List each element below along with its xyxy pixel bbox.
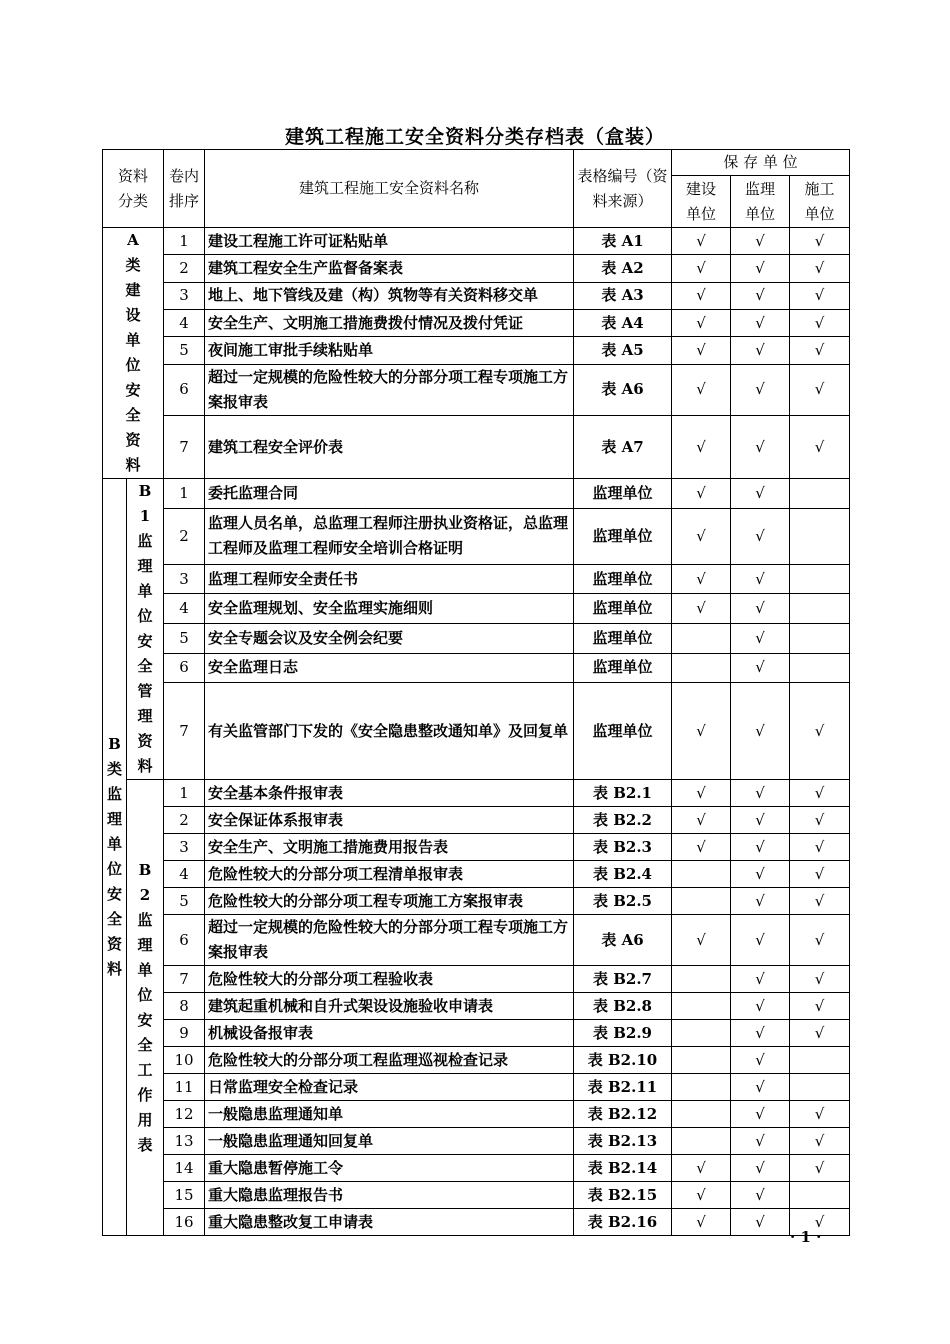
check-build: √ bbox=[672, 807, 731, 834]
check-construct: √ bbox=[790, 780, 850, 807]
row-code: 表 B2.5 bbox=[574, 888, 672, 915]
check-supervise: √ bbox=[731, 683, 790, 780]
row-number: 3 bbox=[164, 564, 205, 594]
row-number: 4 bbox=[164, 309, 205, 336]
check-construct: √ bbox=[790, 683, 850, 780]
table-row bbox=[103, 564, 850, 594]
check-supervise: √ bbox=[731, 1101, 790, 1128]
check-construct bbox=[790, 508, 850, 564]
row-number: 11 bbox=[164, 1074, 205, 1101]
row-code: 表 B2.16 bbox=[574, 1209, 672, 1236]
row-name: 安全监理规划、安全监理实施细则 bbox=[205, 594, 574, 624]
row-name: 安全生产、文明施工措施费拨付情况及拨付凭证 bbox=[205, 309, 574, 336]
header-code: 表格编号（资料来源） bbox=[574, 150, 672, 228]
check-construct: √ bbox=[790, 1209, 850, 1236]
check-build: √ bbox=[672, 416, 731, 479]
row-number: 10 bbox=[164, 1047, 205, 1074]
row-number: 3 bbox=[164, 834, 205, 861]
check-build: √ bbox=[672, 683, 731, 780]
table-row bbox=[103, 653, 850, 683]
row-number: 6 bbox=[164, 364, 205, 416]
table-row bbox=[103, 683, 850, 780]
group-b1-label: B1监理单位安全管理资料 bbox=[127, 479, 164, 780]
check-build bbox=[672, 966, 731, 993]
check-supervise: √ bbox=[731, 364, 790, 416]
row-code: 表 B2.15 bbox=[574, 1182, 672, 1209]
check-build bbox=[672, 861, 731, 888]
row-code: 表 A7 bbox=[574, 416, 672, 479]
row-name: 超过一定规模的危险性较大的分部分项工程专项施工方案报审表 bbox=[205, 364, 574, 416]
row-number: 5 bbox=[164, 623, 205, 653]
check-construct: √ bbox=[790, 915, 850, 966]
check-build: √ bbox=[672, 915, 731, 966]
check-construct: √ bbox=[790, 309, 850, 336]
check-build bbox=[672, 1020, 731, 1047]
row-number: 5 bbox=[164, 888, 205, 915]
check-build: √ bbox=[672, 1182, 731, 1209]
table-row bbox=[103, 594, 850, 624]
row-name: 安全保证体系报审表 bbox=[205, 807, 574, 834]
check-build: √ bbox=[672, 282, 731, 309]
check-supervise: √ bbox=[731, 653, 790, 683]
row-code: 表 B2.7 bbox=[574, 966, 672, 993]
check-build: √ bbox=[672, 337, 731, 364]
check-build bbox=[672, 1047, 731, 1074]
check-build: √ bbox=[672, 1209, 731, 1236]
check-construct bbox=[790, 564, 850, 594]
row-code: 表 A2 bbox=[574, 255, 672, 282]
table-row bbox=[103, 807, 850, 834]
table-row bbox=[103, 1209, 850, 1236]
row-name: 重大隐患整改复工申请表 bbox=[205, 1209, 574, 1236]
row-code: 表 B2.2 bbox=[574, 807, 672, 834]
row-code: 监理单位 bbox=[574, 594, 672, 624]
check-construct bbox=[790, 1182, 850, 1209]
table-row bbox=[103, 1182, 850, 1209]
row-number: 4 bbox=[164, 594, 205, 624]
check-build: √ bbox=[672, 255, 731, 282]
table-row bbox=[103, 834, 850, 861]
row-number: 13 bbox=[164, 1128, 205, 1155]
check-construct: √ bbox=[790, 228, 850, 255]
row-number: 1 bbox=[164, 228, 205, 255]
row-name: 建筑工程安全生产监督备案表 bbox=[205, 255, 574, 282]
row-name: 建筑起重机械和自升式架设设施验收申请表 bbox=[205, 993, 574, 1020]
table-row bbox=[103, 282, 850, 309]
row-code: 监理单位 bbox=[574, 623, 672, 653]
check-supervise: √ bbox=[731, 228, 790, 255]
check-supervise: √ bbox=[731, 915, 790, 966]
check-build: √ bbox=[672, 780, 731, 807]
row-number: 2 bbox=[164, 508, 205, 564]
header-order: 卷内排序 bbox=[164, 150, 205, 228]
check-build: √ bbox=[672, 564, 731, 594]
row-name: 安全生产、文明施工措施费用报告表 bbox=[205, 834, 574, 861]
check-construct: √ bbox=[790, 993, 850, 1020]
row-name: 地上、地下管线及建（构）筑物等有关资料移交单 bbox=[205, 282, 574, 309]
row-number: 6 bbox=[164, 653, 205, 683]
row-number: 16 bbox=[164, 1209, 205, 1236]
check-construct: √ bbox=[790, 1101, 850, 1128]
check-supervise: √ bbox=[731, 479, 790, 509]
group-a-label: A类建设单位安全资料 bbox=[103, 228, 164, 479]
row-code: 监理单位 bbox=[574, 508, 672, 564]
table-row bbox=[103, 623, 850, 653]
check-build bbox=[672, 623, 731, 653]
group-b2-label: B2监理单位安全工作用表 bbox=[127, 780, 164, 1236]
table-row bbox=[103, 1101, 850, 1128]
check-construct: √ bbox=[790, 364, 850, 416]
row-code: 表 B2.8 bbox=[574, 993, 672, 1020]
row-number: 4 bbox=[164, 861, 205, 888]
row-code: 表 B2.4 bbox=[574, 861, 672, 888]
table-row bbox=[103, 1128, 850, 1155]
row-name: 超过一定规模的危险性较大的分部分项工程专项施工方案报审表 bbox=[205, 915, 574, 966]
table-row bbox=[103, 888, 850, 915]
check-construct bbox=[790, 1074, 850, 1101]
check-build: √ bbox=[672, 834, 731, 861]
check-build: √ bbox=[672, 594, 731, 624]
row-code: 表 A3 bbox=[574, 282, 672, 309]
check-construct bbox=[790, 623, 850, 653]
check-build: √ bbox=[672, 309, 731, 336]
row-number: 8 bbox=[164, 993, 205, 1020]
row-number: 1 bbox=[164, 780, 205, 807]
check-supervise: √ bbox=[731, 309, 790, 336]
check-build bbox=[672, 1101, 731, 1128]
row-number: 9 bbox=[164, 1020, 205, 1047]
check-supervise: √ bbox=[731, 993, 790, 1020]
check-supervise: √ bbox=[731, 255, 790, 282]
table-row bbox=[103, 1047, 850, 1074]
row-name: 一般隐患监理通知单 bbox=[205, 1101, 574, 1128]
row-name: 监理人员名单，总监理工程师注册执业资格证，总监理工程师及监理工程师安全培训合格证明 bbox=[205, 508, 574, 564]
row-name: 建筑工程安全评价表 bbox=[205, 416, 574, 479]
check-build bbox=[672, 653, 731, 683]
row-code: 监理单位 bbox=[574, 653, 672, 683]
check-construct bbox=[790, 479, 850, 509]
row-code: 表 A6 bbox=[574, 915, 672, 966]
check-build bbox=[672, 1128, 731, 1155]
row-number: 5 bbox=[164, 337, 205, 364]
table-row bbox=[103, 861, 850, 888]
row-number: 1 bbox=[164, 479, 205, 509]
row-code: 表 A6 bbox=[574, 364, 672, 416]
row-name: 一般隐患监理通知回复单 bbox=[205, 1128, 574, 1155]
check-supervise: √ bbox=[731, 623, 790, 653]
table-row bbox=[103, 479, 850, 509]
row-number: 2 bbox=[164, 255, 205, 282]
row-name: 危险性较大的分部分项工程验收表 bbox=[205, 966, 574, 993]
check-supervise: √ bbox=[731, 1074, 790, 1101]
page-number: · 1 · bbox=[790, 1228, 822, 1246]
row-number: 7 bbox=[164, 683, 205, 780]
row-number: 14 bbox=[164, 1155, 205, 1182]
row-name: 危险性较大的分部分项工程专项施工方案报审表 bbox=[205, 888, 574, 915]
row-name: 日常监理安全检查记录 bbox=[205, 1074, 574, 1101]
check-supervise: √ bbox=[731, 780, 790, 807]
table-row bbox=[103, 337, 850, 364]
row-name: 安全基本条件报审表 bbox=[205, 780, 574, 807]
row-number: 7 bbox=[164, 966, 205, 993]
check-build bbox=[672, 1074, 731, 1101]
row-name: 夜间施工审批手续粘贴单 bbox=[205, 337, 574, 364]
check-construct bbox=[790, 594, 850, 624]
row-name: 重大隐患暂停施工令 bbox=[205, 1155, 574, 1182]
check-supervise: √ bbox=[731, 1047, 790, 1074]
row-name: 建设工程施工许可证粘贴单 bbox=[205, 228, 574, 255]
check-construct: √ bbox=[790, 1155, 850, 1182]
check-construct: √ bbox=[790, 966, 850, 993]
row-code: 监理单位 bbox=[574, 479, 672, 509]
table-row bbox=[103, 255, 850, 282]
check-construct bbox=[790, 653, 850, 683]
check-construct: √ bbox=[790, 1020, 850, 1047]
check-supervise: √ bbox=[731, 861, 790, 888]
row-name: 危险性较大的分部分项工程清单报审表 bbox=[205, 861, 574, 888]
row-name: 重大隐患监理报告书 bbox=[205, 1182, 574, 1209]
row-code: 表 B2.1 bbox=[574, 780, 672, 807]
row-name: 安全专题会议及安全例会纪要 bbox=[205, 623, 574, 653]
table-row bbox=[103, 966, 850, 993]
check-construct: √ bbox=[790, 888, 850, 915]
table-row bbox=[103, 228, 850, 255]
row-name: 有关监管部门下发的《安全隐患整改通知单》及回复单 bbox=[205, 683, 574, 780]
check-supervise: √ bbox=[731, 807, 790, 834]
row-name: 委托监理合同 bbox=[205, 479, 574, 509]
row-number: 2 bbox=[164, 807, 205, 834]
check-supervise: √ bbox=[731, 834, 790, 861]
check-supervise: √ bbox=[731, 1182, 790, 1209]
row-code: 表 B2.11 bbox=[574, 1074, 672, 1101]
check-supervise: √ bbox=[731, 1209, 790, 1236]
check-build: √ bbox=[672, 508, 731, 564]
header-unit-construct: 施工单位 bbox=[790, 176, 850, 228]
check-supervise: √ bbox=[731, 508, 790, 564]
check-supervise: √ bbox=[731, 564, 790, 594]
row-number: 6 bbox=[164, 915, 205, 966]
row-number: 7 bbox=[164, 416, 205, 479]
check-supervise: √ bbox=[731, 594, 790, 624]
table-row bbox=[103, 309, 850, 336]
check-construct: √ bbox=[790, 416, 850, 479]
check-build: √ bbox=[672, 228, 731, 255]
table-row bbox=[103, 508, 850, 564]
row-code: 表 B2.3 bbox=[574, 834, 672, 861]
row-name: 危险性较大的分部分项工程监理巡视检查记录 bbox=[205, 1047, 574, 1074]
check-supervise: √ bbox=[731, 416, 790, 479]
row-code: 表 B2.12 bbox=[574, 1101, 672, 1128]
header-unit-build: 建设单位 bbox=[672, 176, 731, 228]
header-name: 建筑工程施工安全资料名称 bbox=[205, 150, 574, 228]
row-code: 表 A5 bbox=[574, 337, 672, 364]
check-construct: √ bbox=[790, 861, 850, 888]
row-number: 15 bbox=[164, 1182, 205, 1209]
check-construct: √ bbox=[790, 282, 850, 309]
check-supervise: √ bbox=[731, 1155, 790, 1182]
table-row bbox=[103, 993, 850, 1020]
row-code: 表 B2.10 bbox=[574, 1047, 672, 1074]
row-name: 监理工程师安全责任书 bbox=[205, 564, 574, 594]
table-row bbox=[103, 1074, 850, 1101]
check-build: √ bbox=[672, 479, 731, 509]
table-row bbox=[103, 915, 850, 966]
table-row bbox=[103, 364, 850, 416]
row-code: 监理单位 bbox=[574, 683, 672, 780]
check-supervise: √ bbox=[731, 1020, 790, 1047]
row-code: 表 B2.13 bbox=[574, 1128, 672, 1155]
check-construct: √ bbox=[790, 807, 850, 834]
row-code: 表 B2.14 bbox=[574, 1155, 672, 1182]
check-build: √ bbox=[672, 1155, 731, 1182]
check-supervise: √ bbox=[731, 888, 790, 915]
group-b-label: B类监理单位安全资料 bbox=[103, 479, 127, 1236]
check-supervise: √ bbox=[731, 337, 790, 364]
row-name: 机械设备报审表 bbox=[205, 1020, 574, 1047]
check-supervise: √ bbox=[731, 966, 790, 993]
header-category: 资料分类 bbox=[103, 150, 164, 228]
table-row bbox=[103, 780, 850, 807]
row-name: 安全监理日志 bbox=[205, 653, 574, 683]
row-number: 3 bbox=[164, 282, 205, 309]
check-supervise: √ bbox=[731, 282, 790, 309]
document-title: 建筑工程施工安全资料分类存档表（盒装） bbox=[284, 126, 665, 148]
archive-table bbox=[102, 149, 850, 1236]
check-construct: √ bbox=[790, 834, 850, 861]
table-row bbox=[103, 1020, 850, 1047]
header-unit-supervise: 监理单位 bbox=[731, 176, 790, 228]
check-construct: √ bbox=[790, 1128, 850, 1155]
table-row bbox=[103, 416, 850, 479]
check-build bbox=[672, 888, 731, 915]
row-code: 表 B2.9 bbox=[574, 1020, 672, 1047]
check-construct bbox=[790, 1047, 850, 1074]
check-construct: √ bbox=[790, 337, 850, 364]
row-code: 监理单位 bbox=[574, 564, 672, 594]
table-row bbox=[103, 1155, 850, 1182]
check-build: √ bbox=[672, 364, 731, 416]
header-storage: 保 存 单 位 bbox=[672, 150, 850, 176]
row-code: 表 A4 bbox=[574, 309, 672, 336]
check-supervise: √ bbox=[731, 1128, 790, 1155]
check-construct: √ bbox=[790, 255, 850, 282]
row-number: 12 bbox=[164, 1101, 205, 1128]
check-build bbox=[672, 993, 731, 1020]
row-code: 表 A1 bbox=[574, 228, 672, 255]
